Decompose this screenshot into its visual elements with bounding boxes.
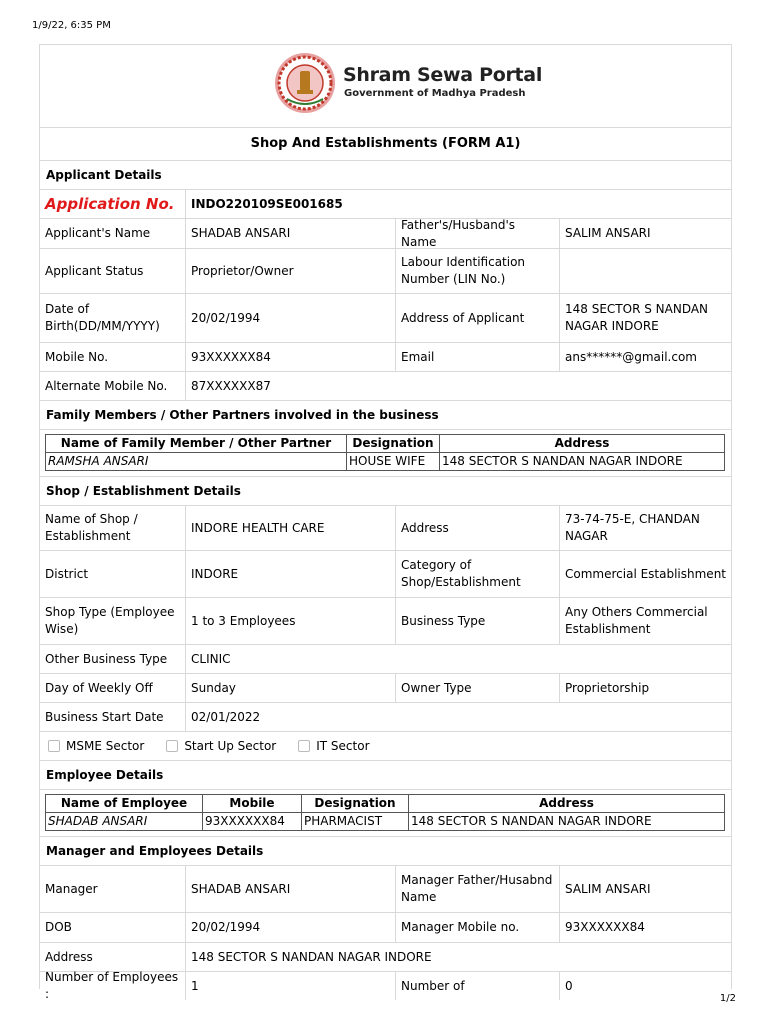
owner-type-value: Proprietorship [565,680,650,695]
mobile-value: 93XXXXXX84 [186,343,396,371]
district-label: District [40,551,186,597]
number-of-label: Number of [396,972,560,1000]
shop-type-value: 1 to 3 Employees [186,598,396,644]
applicant-status-label: Applicant Status [40,249,186,293]
row-mobile [40,343,731,372]
manager-address-value: 148 SECTOR S NANDAN NAGAR INDORE [191,949,432,964]
weekly-off-value: Sunday [186,674,396,702]
family-col-name: Name of Family Member / Other Partner [46,435,347,453]
section-manager-details: Manager and Employees Details [40,837,731,866]
msme-sector-label: MSME Sector [66,739,145,753]
category-label: Category of Shop/Establishment [396,551,560,597]
msme-sector-checkbox[interactable] [48,739,144,753]
manager-mobile-label: Manager Mobile no. [396,913,560,942]
application-no-label: Application No. [40,190,186,218]
checkbox-box-icon [298,740,310,752]
dob-label: Date of Birth(DD/MM/YYYY) [40,294,186,342]
father-name-value: SALIM ANSARI [565,226,651,240]
portal-subtitle: Government of Madhya Pradesh [344,88,526,99]
shop-name-label: Name of Shop / Establishment [40,506,186,550]
family-member-designation: HOUSE WIFE [347,453,440,471]
employee-col-name: Name of Employee [46,795,203,813]
portal-header [40,45,731,128]
number-of-value: 0 [565,978,573,993]
row-applicant-name [40,219,731,249]
row-manager [40,866,731,913]
applicant-address-value: 148 SECTOR S NANDAN NAGAR INDORE [565,302,709,333]
application-no-value: INDO220109SE001685 [191,196,343,211]
family-members-table [45,434,725,471]
mobile-label: Mobile No. [40,343,186,371]
manager-dob-label: DOB [40,913,186,942]
manager-dob-value: 20/02/1994 [186,913,396,942]
business-type-value: Any Others Commercial Establishment [565,605,708,636]
row-applicant-status [40,249,731,294]
section-employee-details: Employee Details [40,761,731,790]
manager-mobile-value: 93XXXXXX84 [565,920,645,934]
other-business-value: CLINIC [191,651,231,666]
manager-value: SHADAB ANSARI [186,866,396,912]
row-number-of-employees [40,972,731,1000]
checkbox-box-icon [166,740,178,752]
employee-table-wrap [40,790,731,837]
sector-checkboxes [40,732,731,761]
owner-type-label: Owner Type [396,674,560,702]
applicant-status-value: Proprietor/Owner [186,249,396,293]
shop-address-value: 73-74-75-E, CHANDAN NAGAR [565,512,700,543]
num-employees-value: 1 [186,972,396,1000]
row-date-of-birth [40,294,731,343]
employee-col-address: Address [409,795,725,813]
portal-title: Shram Sewa Portal [343,64,543,86]
start-date-label: Business Start Date [40,703,186,731]
form-title: Shop And Establishments (FORM A1) [40,128,731,161]
it-sector-label: IT Sector [316,739,370,753]
section-family-members: Family Members / Other Partners involved in the business [40,401,731,430]
row-manager-address [40,943,731,972]
start-date-value: 02/01/2022 [191,709,261,724]
form-document [39,44,732,1001]
employee-table [45,794,725,831]
shop-address-label: Address [396,506,560,550]
employee-mobile: 93XXXXXX84 [203,813,302,831]
applicant-name-label: Applicant's Name [40,219,186,248]
mp-government-emblem-icon [273,51,337,115]
row-other-business [40,645,731,674]
employee-address: 148 SECTOR S NANDAN NAGAR INDORE [409,813,725,831]
father-name-label: Father's/Husband's Name [396,219,560,248]
it-sector-checkbox[interactable] [298,739,369,753]
family-table-wrap [40,430,731,477]
table-row [46,813,725,831]
category-value: Commercial Establishment [565,566,727,581]
employee-designation: PHARMACIST [302,813,409,831]
employee-col-designation: Designation [302,795,409,813]
row-alternate-mobile [40,372,731,401]
table-row [46,453,725,471]
manager-father-value: SALIM ANSARI [565,881,651,896]
applicant-address-label: Address of Applicant [396,294,560,342]
num-employees-label: Number of Employees : [40,972,186,1000]
family-member-address: 148 SECTOR S NANDAN NAGAR INDORE [440,453,725,471]
startup-sector-checkbox[interactable] [166,739,276,753]
checkbox-box-icon [48,740,60,752]
row-district [40,551,731,598]
lin-value [560,249,731,293]
family-col-address: Address [440,435,725,453]
manager-address-label: Address [40,943,186,971]
section-applicant-details: Applicant Details [40,161,731,190]
row-manager-dob [40,913,731,943]
lin-label: Labour Identification Number (LIN No.) [396,249,560,293]
employee-col-mobile: Mobile [203,795,302,813]
shop-name-value: INDORE HEALTH CARE [186,506,396,550]
row-start-date [40,703,731,732]
page-number: 1/2 [719,993,736,1004]
employee-name: SHADAB ANSARI [46,813,203,831]
family-col-designation: Designation [347,435,440,453]
shop-type-label: Shop Type (Employee Wise) [40,598,186,644]
district-value: INDORE [186,551,396,597]
email-value: ans******@gmail.com [565,349,697,364]
manager-father-label: Manager Father/Husabnd Name [396,866,560,912]
dob-value: 20/02/1994 [186,294,396,342]
section-shop-details: Shop / Establishment Details [40,477,731,506]
row-shop-name [40,506,731,551]
print-timestamp: 1/9/22, 6:35 PM [32,20,111,31]
alt-mobile-value: 87XXXXXX87 [191,378,271,393]
weekly-off-label: Day of Weekly Off [40,674,186,702]
other-business-label: Other Business Type [40,645,186,673]
alt-mobile-label: Alternate Mobile No. [40,372,186,400]
row-weekly-off [40,674,731,703]
family-member-name: RAMSHA ANSARI [46,453,347,471]
startup-sector-label: Start Up Sector [184,739,277,753]
business-type-label: Business Type [396,598,560,644]
applicant-name-value: SHADAB ANSARI [186,219,396,248]
row-application-no [40,190,731,219]
row-shop-type [40,598,731,645]
email-label: Email [396,343,560,371]
manager-label: Manager [40,866,186,912]
